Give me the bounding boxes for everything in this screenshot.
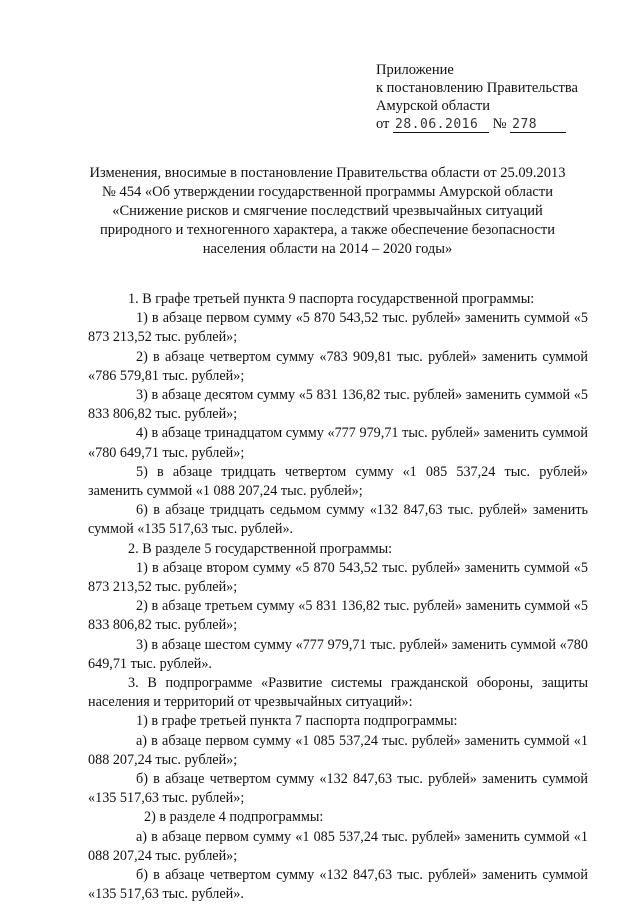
- date-value: 28.06.2016: [393, 118, 489, 133]
- document-title: [70, 164, 585, 259]
- section-heading: 3. В подпрограмме «Развитие системы гражданской обороны, защиты населения и территорий от чрезвычайных ситуаций»:: [88, 675, 588, 711]
- list-item: 1) в графе третьей пункта 7 паспорта подпрограммы:: [136, 713, 458, 730]
- sub-list-item: б) в абзаце четвертом сумму «132 847,63 тыс. рублей» заменить суммой «135 517,63 тыс. рублей»;: [88, 771, 588, 807]
- section-heading: 2. В разделе 5 государственной программы:: [128, 540, 393, 557]
- list-item: 2) в разделе 4 подпрограммы:: [144, 809, 324, 826]
- title-line: № 454 «Об утверждении государственной программы Амурской области: [102, 184, 553, 200]
- document-body: [88, 290, 588, 905]
- date-prefix: от: [376, 116, 390, 132]
- list-item: 6) в абзаце тридцать седьмом сумму «132 847,63 тыс. рублей» заменить суммой «135 517,63 тыс. рублей».: [88, 502, 588, 538]
- list-item: 1) в абзаце первом сумму «5 870 543,52 тыс. рублей» заменить суммой «5 873 213,52 тыс. рублей»;: [88, 310, 588, 346]
- title-line: «Снижение рисков и смягчение последствий чрезвычайных ситуаций: [112, 203, 543, 219]
- sub-list-item: б) в абзаце четвертом сумму «132 847,63 тыс. рублей» заменить суммой «135 517,63 тыс. рублей».: [88, 867, 588, 903]
- list-item: 3) в абзаце десятом сумму «5 831 136,82 тыс. рублей» заменить суммой «5 833 806,82 тыс. рублей»;: [88, 387, 588, 423]
- appendix-resolution: к постановлению Правительства: [376, 80, 578, 96]
- list-item: 4) в абзаце тринадцатом сумму «777 979,71 тыс. рублей» заменить суммой «780 649,71 тыс. рублей»;: [88, 425, 588, 461]
- number-value: 278: [510, 118, 566, 133]
- list-item: 2) в абзаце четвертом сумму «783 909,81 тыс. рублей» заменить суммой «786 579,81 тыс. рублей»;: [88, 348, 588, 384]
- title-line: населения области на 2014 – 2020 годы»: [202, 241, 453, 257]
- sub-list-item: а) в абзаце первом сумму «1 085 537,24 тыс. рублей» заменить суммой «1 088 207,24 тыс. рублей»;: [88, 732, 588, 768]
- list-item: 5) в абзаце тридцать четвертом сумму «1 085 537,24 тыс. рублей» заменить суммой «1 088 207,24 тыс. рублей»;: [88, 463, 588, 500]
- appendix-region: Амурской области: [376, 98, 490, 114]
- title-line: природного и техногенного характера, а также обеспечение безопасности: [99, 222, 556, 238]
- appendix-label: Приложение: [376, 62, 454, 78]
- list-item: 3) в абзаце шестом сумму «777 979,71 тыс. рублей» заменить суммой «780 649,71 тыс. рублей».: [88, 636, 588, 672]
- appendix-date-line: [376, 115, 578, 133]
- title-line: Изменения, вносимые в постановление Правительства области от 25.09.2013: [89, 165, 566, 181]
- list-item: 2) в абзаце третьем сумму «5 831 136,82 тыс. рублей» заменить суммой «5 833 806,82 тыс. рублей»;: [88, 598, 588, 634]
- section-heading: 1. В графе третьей пункта 9 паспорта государственной программы:: [128, 291, 535, 307]
- sub-list-item: а) в абзаце первом сумму «1 085 537,24 тыс. рублей» заменить суммой «1 088 207,24 тыс. рублей»;: [88, 828, 588, 864]
- appendix-header: [376, 61, 578, 133]
- list-item: 1) в абзаце втором сумму «5 870 543,52 тыс. рублей» заменить суммой «5 873 213,52 тыс. рублей»;: [88, 559, 588, 596]
- number-prefix: №: [492, 116, 507, 132]
